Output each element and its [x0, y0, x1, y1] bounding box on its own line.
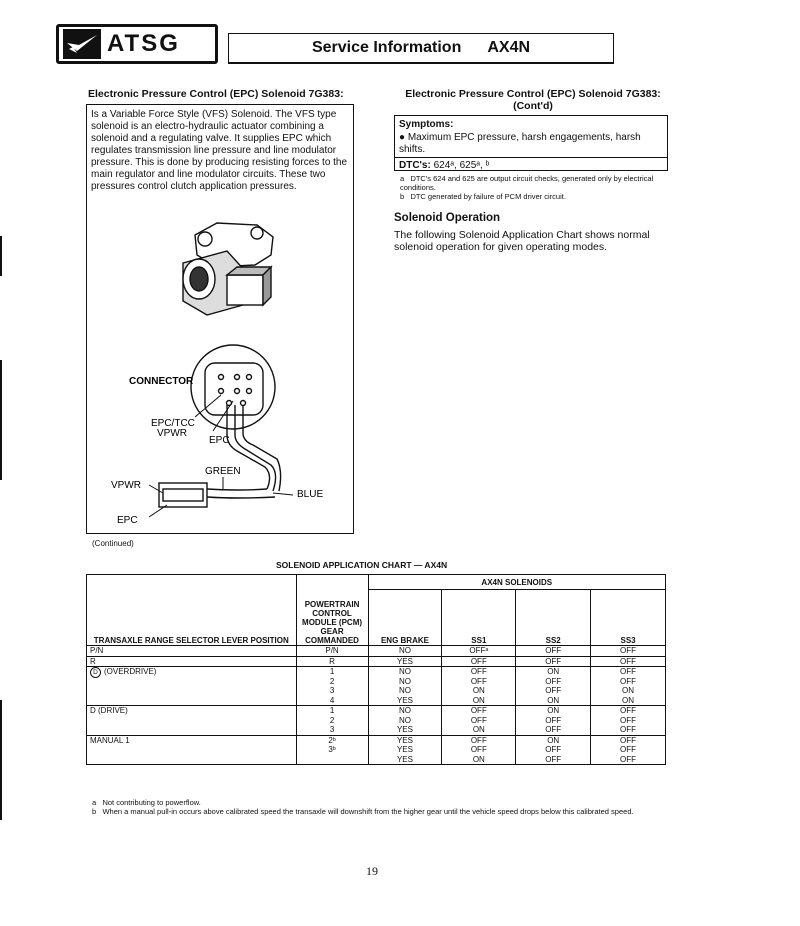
scan-edge-mark [0, 700, 2, 820]
model-name: AX4N [487, 39, 531, 56]
ss1-value: OFF [470, 715, 487, 725]
header-gear: POWERTRAIN CONTROL MODULE (PCM) GEAR COMMANDED [296, 575, 368, 646]
eng-value: NO [398, 686, 411, 695]
gear-value: 1 [329, 667, 335, 676]
ss1-value: ON [472, 754, 485, 764]
range-label: D (DRIVE) [90, 706, 128, 715]
eng-value: YES [396, 754, 413, 764]
dtc-value: 624ᵃ, 625ᵃ, ᵇ [433, 160, 490, 171]
page-number: 19 [366, 864, 378, 878]
gear-value: 3 [329, 686, 335, 695]
footnote-mark: b [92, 807, 97, 816]
label-connector: CONNECTOR [129, 376, 194, 387]
gear-cell [296, 656, 368, 667]
operation-body: The following Solenoid Application Chart shows normal solenoid operation for given operating modes. [394, 229, 650, 253]
label-epc-tcc: EPC/TCC [151, 418, 195, 429]
table-row [87, 646, 666, 657]
ss3-value: ON [622, 686, 635, 695]
ss2-value: OFF [545, 656, 562, 666]
eng-value: YES [396, 745, 413, 754]
range-label: (OVERDRIVE) [104, 667, 157, 676]
header-ss3: SS3 [591, 590, 666, 646]
header-ss1: SS1 [442, 590, 516, 646]
gear-value: 2 [329, 715, 335, 725]
symptoms-text: Maximum EPC pressure, harsh engagements, harsh shifts. [399, 132, 641, 155]
ss1-value: ON [472, 695, 485, 705]
dtc-label: DTC's: [399, 160, 431, 171]
table-row [87, 656, 666, 667]
ss2-value: ON [547, 695, 560, 705]
ss1-value: ON [472, 686, 485, 695]
ss3-cell [591, 656, 666, 667]
gear-value: 3 [329, 725, 335, 734]
eng-cell [368, 735, 442, 765]
ss3-value: OFF [620, 754, 637, 764]
description-box [86, 104, 354, 534]
ss2-cell [516, 656, 591, 667]
ss3-value: OFF [620, 646, 637, 655]
chart-header-row-1 [87, 575, 666, 590]
label-vpwr-top: VPWR [157, 428, 187, 439]
symptoms-box [394, 115, 668, 171]
gear-cell [296, 667, 368, 706]
label-green: GREEN [205, 466, 241, 477]
bird-logo-icon [63, 29, 101, 59]
eng-value: NO [398, 706, 411, 715]
solenoid-diagram [87, 105, 355, 535]
operation-heading: Solenoid Operation [394, 212, 501, 224]
scan-edge-mark [0, 360, 2, 480]
ss1-value: OFFᵃ [469, 646, 489, 655]
ss2-value: OFF [545, 646, 562, 655]
gear-value: 2 [329, 676, 335, 686]
solenoid-application-chart [86, 574, 666, 765]
ss1-cell [442, 646, 516, 657]
ss3-cell [591, 706, 666, 736]
ss2-value: OFF [545, 725, 562, 734]
symptoms-title: Symptoms: [399, 119, 454, 130]
gear-value: 3ᵇ [328, 745, 336, 754]
gear-value: 4 [329, 695, 335, 705]
range-cell [87, 646, 297, 657]
ss2-value: ON [547, 706, 560, 715]
gear-value: P/N [325, 646, 339, 655]
continued-note: (Continued) [92, 539, 134, 548]
ss2-cell [516, 735, 591, 765]
gear-cell [296, 706, 368, 736]
right-heading [388, 88, 678, 112]
dtc-footnote-b [400, 192, 670, 201]
eng-cell [368, 656, 442, 667]
eng-value: YES [396, 735, 413, 745]
range-cell [87, 735, 297, 765]
ss2-cell [516, 706, 591, 736]
label-vpwr: VPWR [111, 480, 141, 491]
eng-value: NO [398, 667, 411, 676]
footnote-mark: b [400, 192, 405, 201]
footnote-mark: a [92, 798, 97, 807]
ss1-cell [442, 656, 516, 667]
ss1-value: OFF [470, 735, 487, 745]
label-epc: EPC [117, 515, 138, 526]
left-heading: Electronic Pressure Control (EPC) Solenoid 7G383: [88, 88, 344, 100]
ss2-cell [516, 667, 591, 706]
page-title-box [228, 33, 614, 64]
table-row [87, 706, 666, 736]
eng-value: YES [396, 656, 413, 666]
ss3-value: ON [622, 695, 635, 705]
footnote-mark: a [400, 174, 405, 183]
ss1-value: OFF [470, 706, 487, 715]
eng-cell [368, 646, 442, 657]
gear-value: 2ᵇ [328, 735, 336, 745]
ss3-value: OFF [620, 745, 637, 754]
gear-value [300, 755, 365, 765]
dtc-line [395, 157, 667, 173]
range-label: R [90, 656, 96, 666]
bullet-icon: ● [399, 132, 408, 143]
ss1-value: OFF [470, 656, 487, 666]
footnote-text: When a manual pull-in occurs above calibrated speed the transaxle will downshift from the higher gear until the vehicle speed drops below this calibrated speed. [102, 807, 634, 816]
gear-cell [296, 735, 368, 765]
scan-edge-mark [0, 236, 2, 276]
header-eng-brake: ENG BRAKE [368, 590, 442, 646]
ss3-value: OFF [620, 667, 637, 676]
chart-title: SOLENOID APPLICATION CHART — AX4N [276, 560, 448, 570]
gear-value: 1 [329, 706, 335, 715]
chart-body [87, 646, 666, 765]
symptoms-item [399, 132, 663, 156]
range-cell [87, 656, 297, 667]
description-text: Is a Variable Force Style (VFS) Solenoid. The VFS type solenoid is an electro-hydraulic actuator combining a solenoid and a regulating valve. It supplies EPC which regulates transmission line pressure and line modulator pressure. This is done by producing resisting forces to the main regulator and line modulator circuits. These two pressures control clutch application pressures. [91, 109, 348, 192]
ss2-value: OFF [545, 676, 562, 686]
ss3-value: OFF [620, 715, 637, 725]
right-heading-line2: (Cont'd) [513, 100, 553, 112]
ss2-value: ON [547, 667, 560, 676]
dtc-footnote-a [400, 174, 670, 192]
footnote-text: Not contributing to powerflow. [102, 798, 201, 807]
ss1-value: OFF [470, 676, 487, 686]
gear-value: R [329, 656, 335, 666]
header-solenoids: AX4N SOLENOIDS [368, 575, 665, 590]
ss3-value: OFF [620, 656, 637, 666]
label-blue: BLUE [297, 489, 324, 500]
eng-cell [368, 667, 442, 706]
gear-cell [296, 646, 368, 657]
ss3-value: OFF [620, 725, 637, 734]
ss3-value: OFF [620, 706, 637, 715]
ss3-value: OFF [620, 676, 637, 686]
ss2-value: OFF [545, 686, 562, 695]
eng-value: NO [398, 646, 411, 655]
ss1-value: ON [472, 725, 485, 734]
chart-footnotes [92, 798, 662, 816]
logo-text: ATSG [107, 30, 180, 57]
range-label: P/N [90, 646, 104, 655]
range-cell [87, 667, 297, 706]
header-range: TRANSAXLE RANGE SELECTOR LEVER POSITION [87, 575, 297, 646]
ss2-value: OFF [545, 745, 562, 754]
eng-value: YES [396, 695, 413, 705]
eng-cell [368, 706, 442, 736]
ss1-value: OFF [470, 745, 487, 754]
table-row [87, 667, 666, 706]
chart-footnote-a [92, 798, 662, 807]
ss2-value: OFF [545, 715, 562, 725]
eng-value: YES [396, 725, 413, 734]
ss3-cell [591, 735, 666, 765]
ss1-cell [442, 667, 516, 706]
table-row [87, 735, 666, 765]
atsg-logo [56, 24, 218, 64]
solenoid-illustration [183, 223, 273, 315]
footnote-text: DTC generated by failure of PCM driver circuit. [410, 192, 566, 201]
eng-value: NO [398, 715, 411, 725]
header-ss2: SS2 [516, 590, 591, 646]
ss2-value: OFF [545, 754, 562, 764]
ss2-value: ON [547, 735, 560, 745]
eng-value: NO [398, 676, 411, 686]
range-cell [87, 706, 297, 736]
ss1-cell [442, 735, 516, 765]
dtc-footnotes [400, 174, 670, 201]
right-heading-line1: Electronic Pressure Control (EPC) Solenoid 7G383: [405, 88, 661, 100]
label-epc-top: EPC [209, 435, 230, 446]
ss3-cell [591, 667, 666, 706]
ss1-value: OFF [470, 667, 487, 676]
range-label: MANUAL 1 [90, 735, 130, 745]
chart-footnote-b [92, 807, 662, 816]
footnote-text: DTC's 624 and 625 are output circuit checks, generated only by electrical conditions. [400, 174, 654, 192]
ss1-cell [442, 706, 516, 736]
ss2-cell [516, 646, 591, 657]
page-title: Service Information [311, 39, 462, 56]
overdrive-circle-icon: D [90, 667, 101, 678]
ss3-value: OFF [620, 735, 637, 745]
ss3-cell [591, 646, 666, 657]
